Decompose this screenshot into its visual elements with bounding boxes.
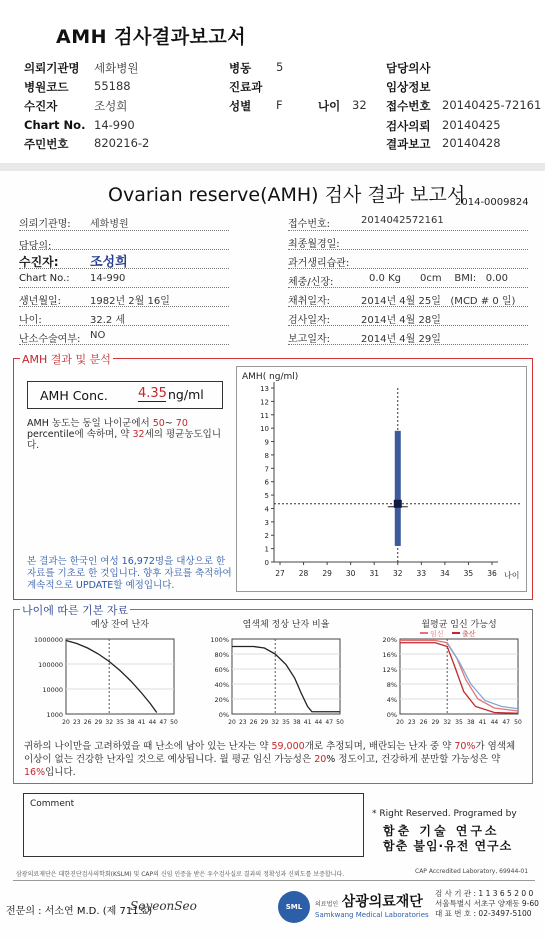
- report-institution-label: 의뢰기관명:: [19, 219, 71, 230]
- report-receipt-label: 접수번호:: [288, 219, 331, 230]
- amh-conc-unit: ng/ml: [168, 387, 204, 402]
- comment-box: [23, 793, 364, 857]
- y-tick-label: 9: [264, 438, 269, 447]
- report-surgery-label: 난소수술여부:: [19, 334, 81, 345]
- field-sex-value: F: [276, 98, 283, 112]
- field-age: 나이: [318, 99, 341, 113]
- field-report-date-value: 20140428: [442, 136, 501, 150]
- field-hospital-code-value: 55188: [94, 79, 131, 93]
- x-tick-label: 38: [292, 719, 301, 726]
- report-test-value: 2014년 4월 28일: [361, 315, 441, 326]
- x-tick-label: 34: [440, 569, 450, 578]
- y-tick-label: 2: [264, 532, 269, 541]
- amh-section-label: AMH 결과 및 분석: [22, 353, 111, 366]
- report-birth-value: 1982년 2월 16일: [90, 296, 170, 307]
- y-tick-label: 10: [260, 425, 269, 434]
- patient-point: [394, 500, 402, 508]
- report-doctor-label: 담당의:: [19, 241, 52, 252]
- y-tick-label: 4%: [386, 696, 397, 704]
- field-patient-value: 조성희: [94, 99, 128, 113]
- x-tick-label: 26: [419, 719, 428, 726]
- y-tick-label: 1000: [46, 711, 63, 719]
- x-tick-label: 47: [325, 719, 334, 726]
- plot-frame: [232, 639, 340, 714]
- mini-chart-title: 염색체 정상 난자 비율: [242, 620, 330, 630]
- field-request-date: 검사의뢰: [386, 119, 431, 133]
- x-tick-label: 28: [298, 569, 309, 578]
- amh-conc-label: AMH Conc.: [40, 388, 108, 403]
- signature: SoyeonSeo: [130, 899, 197, 913]
- x-tick-label: 26: [83, 719, 92, 726]
- y-tick-label: 8: [264, 451, 269, 460]
- mini-chart-title: 월평균 임신 가능성: [421, 620, 497, 630]
- rule: [288, 287, 528, 288]
- field-sex: 성별: [229, 99, 252, 113]
- x-tick-label: 35: [282, 719, 290, 726]
- y-tick-label: 100000: [38, 661, 63, 669]
- x-tick-label: 32: [393, 569, 403, 578]
- x-tick-label: 31: [369, 569, 379, 578]
- report-report-label: 보고일자:: [288, 334, 331, 345]
- x-tick-label: 35: [455, 719, 463, 726]
- lab-name-genetics: 함춘 불임·유전 연구소: [383, 839, 513, 853]
- y-tick-label: 12: [260, 398, 269, 407]
- x-tick-label: 30: [345, 569, 356, 578]
- x-tick-label: 41: [303, 719, 312, 726]
- report-test-label: 검사일자:: [288, 315, 331, 326]
- report-patient-value: 조성희: [90, 255, 128, 270]
- field-resident-no-value: 820216-2: [94, 136, 150, 150]
- field-chart-no-value: 14-990: [94, 118, 135, 132]
- x-tick-label: 50: [336, 719, 344, 726]
- y-tick-label: 3: [264, 518, 269, 527]
- field-receipt-no: 접수번호: [386, 99, 431, 113]
- rule: [288, 344, 528, 345]
- y-tick-label: 20%: [382, 636, 397, 644]
- rule: [19, 230, 229, 231]
- field-age-value: 32: [352, 98, 367, 112]
- x-tick-label: 44: [314, 719, 323, 726]
- x-tick-label: 50: [514, 719, 522, 726]
- field-clinical-info: 임상정보: [386, 80, 431, 94]
- report-receipt-value: 2014042572161: [361, 215, 444, 226]
- y-axis-label: AMH( ng/ml): [242, 372, 299, 382]
- field-receipt-no-value: 20140425-72161: [442, 98, 542, 112]
- field-report-date: 결과보고: [386, 137, 431, 151]
- y-tick-label: 16%: [382, 651, 397, 659]
- rule: [288, 306, 528, 307]
- x-tick-label: 35: [116, 719, 124, 726]
- x-tick-label: 41: [478, 719, 487, 726]
- report-chart-label: Chart No.:: [19, 273, 70, 284]
- legend-label: 임신: [430, 630, 444, 638]
- report-birth-label: 생년월일:: [19, 296, 62, 307]
- footer-rule: [13, 880, 535, 881]
- lab-name-tech: 함춘 기술 연구소: [383, 824, 500, 838]
- y-tick-label: 6: [264, 478, 269, 487]
- rule: [288, 230, 528, 231]
- x-tick-label: 23: [407, 719, 416, 726]
- x-tick-label: 32: [105, 719, 114, 726]
- y-tick-label: 12%: [382, 666, 397, 674]
- x-tick-label: 20: [396, 719, 404, 726]
- section-divider: [0, 163, 545, 171]
- specialist-label: 전문의 : 서소연 M.D. (제 711호): [6, 906, 153, 917]
- x-tick-label: 29: [431, 719, 440, 726]
- rule: [19, 287, 229, 288]
- y-tick-label: 40%: [214, 681, 229, 689]
- x-tick-label: 47: [502, 719, 511, 726]
- x-tick-label: 33: [416, 569, 427, 578]
- y-tick-label: 7: [264, 465, 269, 474]
- x-tick-label: 38: [126, 719, 135, 726]
- field-doctor: 담당의사: [386, 61, 431, 75]
- x-tick-label: 26: [249, 719, 258, 726]
- x-tick-label: 29: [322, 569, 332, 578]
- report-weight-value: 0.0 Kg 0cm BMI: 0.00: [369, 273, 508, 284]
- age-section-label: 나이에 따른 기본 자료: [22, 604, 129, 617]
- y-tick-label: 20%: [214, 696, 229, 704]
- page-title: AMH 검사결과보고서: [56, 26, 247, 48]
- y-tick-label: 0%: [218, 711, 229, 719]
- report-age-value: 32.2 세: [90, 315, 126, 326]
- y-tick-label: 4: [264, 505, 269, 514]
- y-tick-label: 1: [264, 545, 269, 554]
- report-patient-label: 수진자:: [19, 255, 59, 269]
- plot-frame: [66, 639, 174, 714]
- report-chart-value: 14-990: [90, 273, 126, 284]
- cap-accreditation: CAP Accredited Laboratory, 69944-01: [415, 868, 529, 875]
- report-age-label: 나이:: [19, 315, 42, 326]
- x-tick-label: 32: [271, 719, 280, 726]
- amh-conc-value: 4.35: [138, 386, 167, 401]
- rule: [19, 344, 229, 345]
- report-collect-value: 2014년 4월 25일 (MCD # 0 일): [361, 296, 516, 307]
- report-summary-header: [0, 0, 545, 163]
- age-summary-text: 귀하의 나이만을 고려하였을 때 난소에 남아 있는 난자는 약 59,000개로 추정되며, 배란되는 난자 중 약 70%가 염색체이상이 없는 건강한 난자일 것으로 예상됩니다. 월 평균 임신 가능성은 20% 정도이고, 건강하게 분만할 가능성은 약 16%입니다.: [24, 741, 516, 778]
- box-bar: [395, 431, 401, 546]
- rule: [288, 325, 528, 326]
- mini-chart-title: 예상 잔여 난자: [91, 620, 149, 630]
- field-ward-value: 5: [276, 60, 284, 74]
- report-weight-label: 체중/신장:: [288, 277, 334, 288]
- amh-conc-box: [27, 381, 223, 409]
- y-tick-label: 1000000: [34, 636, 63, 644]
- x-tick-label: 50: [170, 719, 178, 726]
- field-chart-no: Chart No.: [24, 118, 86, 132]
- y-tick-label: 13: [260, 385, 269, 393]
- x-tick-label: 20: [228, 719, 236, 726]
- x-tick-label: 32: [443, 719, 452, 726]
- report-menses-label: 과거생리습관:: [288, 258, 350, 269]
- x-tick-label: 29: [260, 719, 269, 726]
- y-tick-label: 11: [260, 411, 269, 420]
- rights-text: * Right Reserved. Programed by: [372, 809, 517, 819]
- x-tick-label: 23: [72, 719, 81, 726]
- report-institution-value: 세화병원: [90, 219, 129, 230]
- y-tick-label: 60%: [214, 666, 229, 674]
- x-tick-label: 20: [62, 719, 70, 726]
- comment-label: Comment: [30, 799, 75, 809]
- normal-egg-ratio-chart: [188, 617, 348, 735]
- x-tick-label: 41: [137, 719, 146, 726]
- y-tick-label: 0: [264, 559, 269, 567]
- cert-note: 삼광의료재단은 대한진단검사의학회(KSLM) 및 CAP의 신임 인증을 받은 우수검사실로 결과의 정확성과 신뢰도를 보증합니다.: [16, 871, 345, 878]
- x-tick-label: 35: [463, 569, 474, 578]
- report-doc-id: 2014-0009824: [455, 197, 529, 208]
- field-institution-value: 세화병원: [94, 61, 139, 75]
- field-hospital-code: 병원코드: [24, 80, 69, 94]
- report-collect-label: 채취일자:: [288, 296, 331, 307]
- rule: [19, 268, 229, 269]
- chart-frame: [237, 367, 527, 592]
- remaining-eggs-chart: [22, 617, 182, 735]
- rule: [288, 249, 528, 250]
- y-tick-label: 80%: [214, 651, 229, 659]
- contact-info: 검 사 기 관 : 1 1 3 6 5 2 0 0 서울특별시 서초구 양재동 9-60 대 표 번 호 : 02-3497-5100: [435, 889, 539, 918]
- amh-age-chart: [236, 366, 527, 592]
- y-tick-label: 5: [264, 492, 269, 501]
- x-tick-label: 44: [148, 719, 157, 726]
- report-surgery-value: NO: [90, 330, 106, 341]
- x-tick-label: 23: [238, 719, 247, 726]
- field-resident-no: 주민번호: [24, 137, 69, 151]
- y-tick-label: 10000: [42, 686, 63, 694]
- amh-data-note: 본 결과는 한국인 여성 16,972명을 대상으로 한 자료를 기초로 한 것입니다. 향후 자료를 축적하여 계속적으로 UPDATE할 예정입니다.: [27, 556, 232, 591]
- rule: [288, 268, 528, 269]
- x-tick-label: 47: [159, 719, 168, 726]
- field-ward: 병동: [229, 61, 252, 75]
- report-lmp-label: 최종월경일:: [288, 239, 340, 250]
- pregnancy-chance-chart: [356, 617, 526, 735]
- x-tick-label: 38: [466, 719, 475, 726]
- company-logo-icon: SML: [278, 891, 310, 923]
- report-title: Ovarian reserve(AMH) 검사 결과 보고서: [108, 184, 466, 206]
- y-tick-label: 0%: [386, 711, 397, 719]
- x-tick-label: 27: [275, 569, 285, 578]
- report-report-value: 2014년 4월 29일: [361, 334, 441, 345]
- company-logo: 의료법인 삼광의료재단 Samkwang Medical Laboratories: [315, 894, 429, 919]
- x-tick-label: 44: [490, 719, 499, 726]
- y-tick-label: 100%: [210, 636, 229, 644]
- rule: [19, 325, 229, 326]
- legend-label: 출산: [462, 630, 476, 638]
- rule: [19, 306, 229, 307]
- y-tick-label: 8%: [386, 681, 397, 689]
- field-request-date-value: 20140425: [442, 118, 501, 132]
- x-tick-label: 36: [487, 569, 497, 578]
- x-axis-label: 나이: [504, 571, 520, 580]
- field-department: 진료과: [229, 80, 263, 94]
- rule: [19, 249, 229, 250]
- x-tick-label: 29: [94, 719, 103, 726]
- amh-interpretation: AMH 농도는 동일 나이군에서 50~ 70 percentile에 속하며, 약 32세의 평균농도입니다.: [27, 418, 222, 451]
- field-patient: 수진자: [24, 99, 58, 113]
- field-institution: 의뢰기관명: [24, 61, 80, 75]
